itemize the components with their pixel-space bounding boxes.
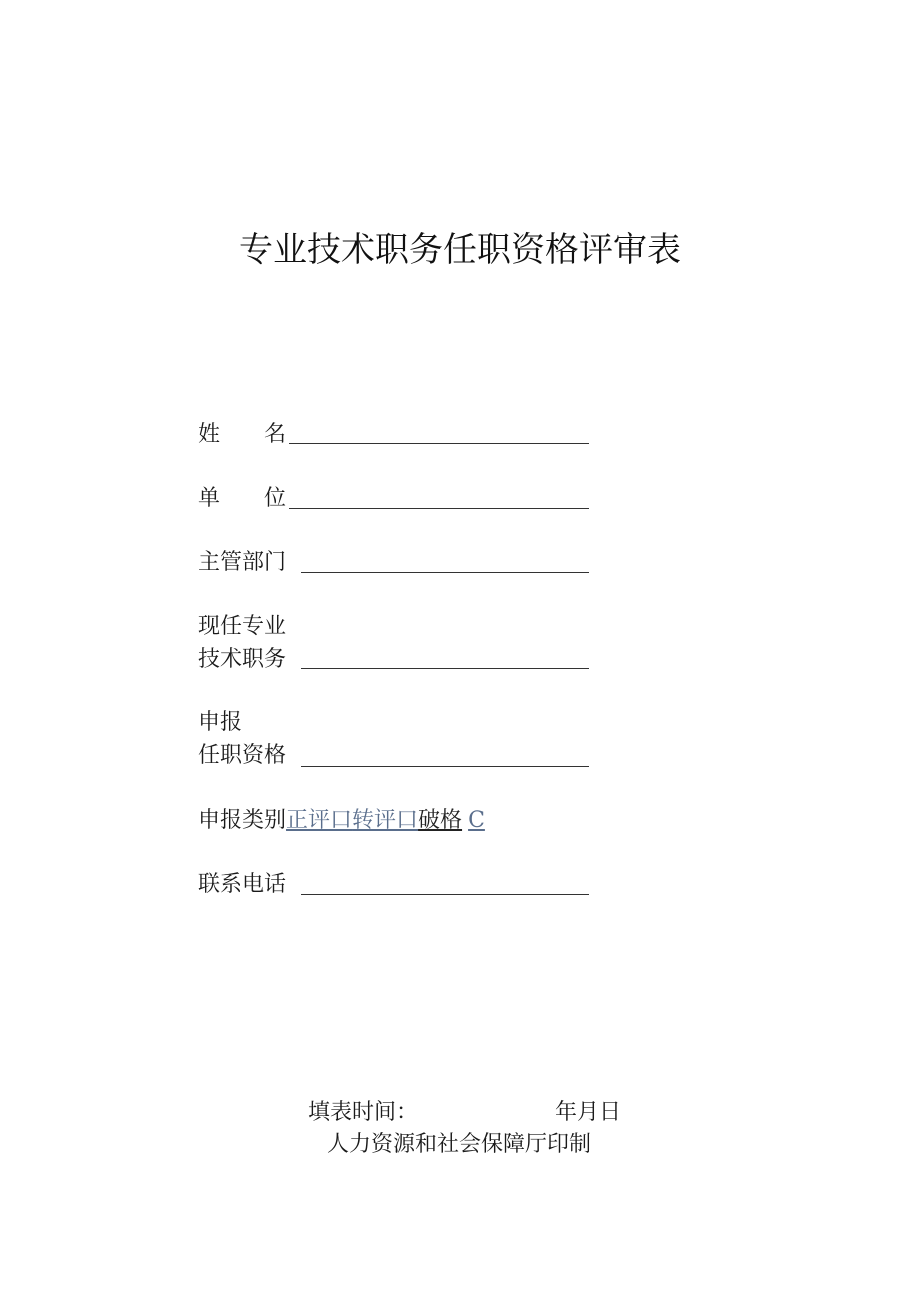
- issuer-text: 人力资源和社会保障厅印制: [327, 1132, 592, 1157]
- department-field: [198, 546, 286, 579]
- apply-category-field: [198, 804, 485, 837]
- current-title-field: [198, 610, 286, 676]
- category-option-transfer[interactable]: 转评口: [352, 808, 419, 833]
- category-label: 申报类别: [198, 808, 287, 833]
- category-option-exceptional[interactable]: 破格: [418, 808, 463, 833]
- phone-field: [198, 868, 286, 901]
- unit-field: [198, 482, 288, 515]
- current-title-label-line2: 技术职务: [198, 647, 287, 672]
- date-units: 年月日: [555, 1100, 622, 1125]
- apply-label-line2: 任职资格: [198, 743, 287, 768]
- apply-label-line1: 申报: [198, 710, 243, 735]
- department-label: 主管部门: [198, 550, 287, 575]
- category-option-c[interactable]: C: [468, 808, 485, 833]
- unit-input-line[interactable]: [289, 508, 589, 509]
- apply-qualification-field: [198, 706, 286, 772]
- current-title-input-line[interactable]: [301, 668, 589, 669]
- unit-label: 单 位: [198, 486, 287, 511]
- current-title-label-line1: 现任专业: [198, 614, 287, 639]
- fill-time-label: 填表时间：: [308, 1100, 419, 1125]
- apply-qualification-input-line[interactable]: [301, 766, 589, 767]
- phone-label: 联系电话: [198, 872, 287, 897]
- phone-input-line[interactable]: [301, 894, 589, 895]
- page-title: 专业技术职务任职资格评审表: [239, 230, 681, 270]
- name-input-line[interactable]: [289, 443, 589, 444]
- category-option-regular[interactable]: 正评口: [286, 808, 353, 833]
- department-input-line[interactable]: [301, 572, 589, 573]
- name-field: [198, 418, 288, 451]
- name-label: 姓 名: [198, 422, 287, 447]
